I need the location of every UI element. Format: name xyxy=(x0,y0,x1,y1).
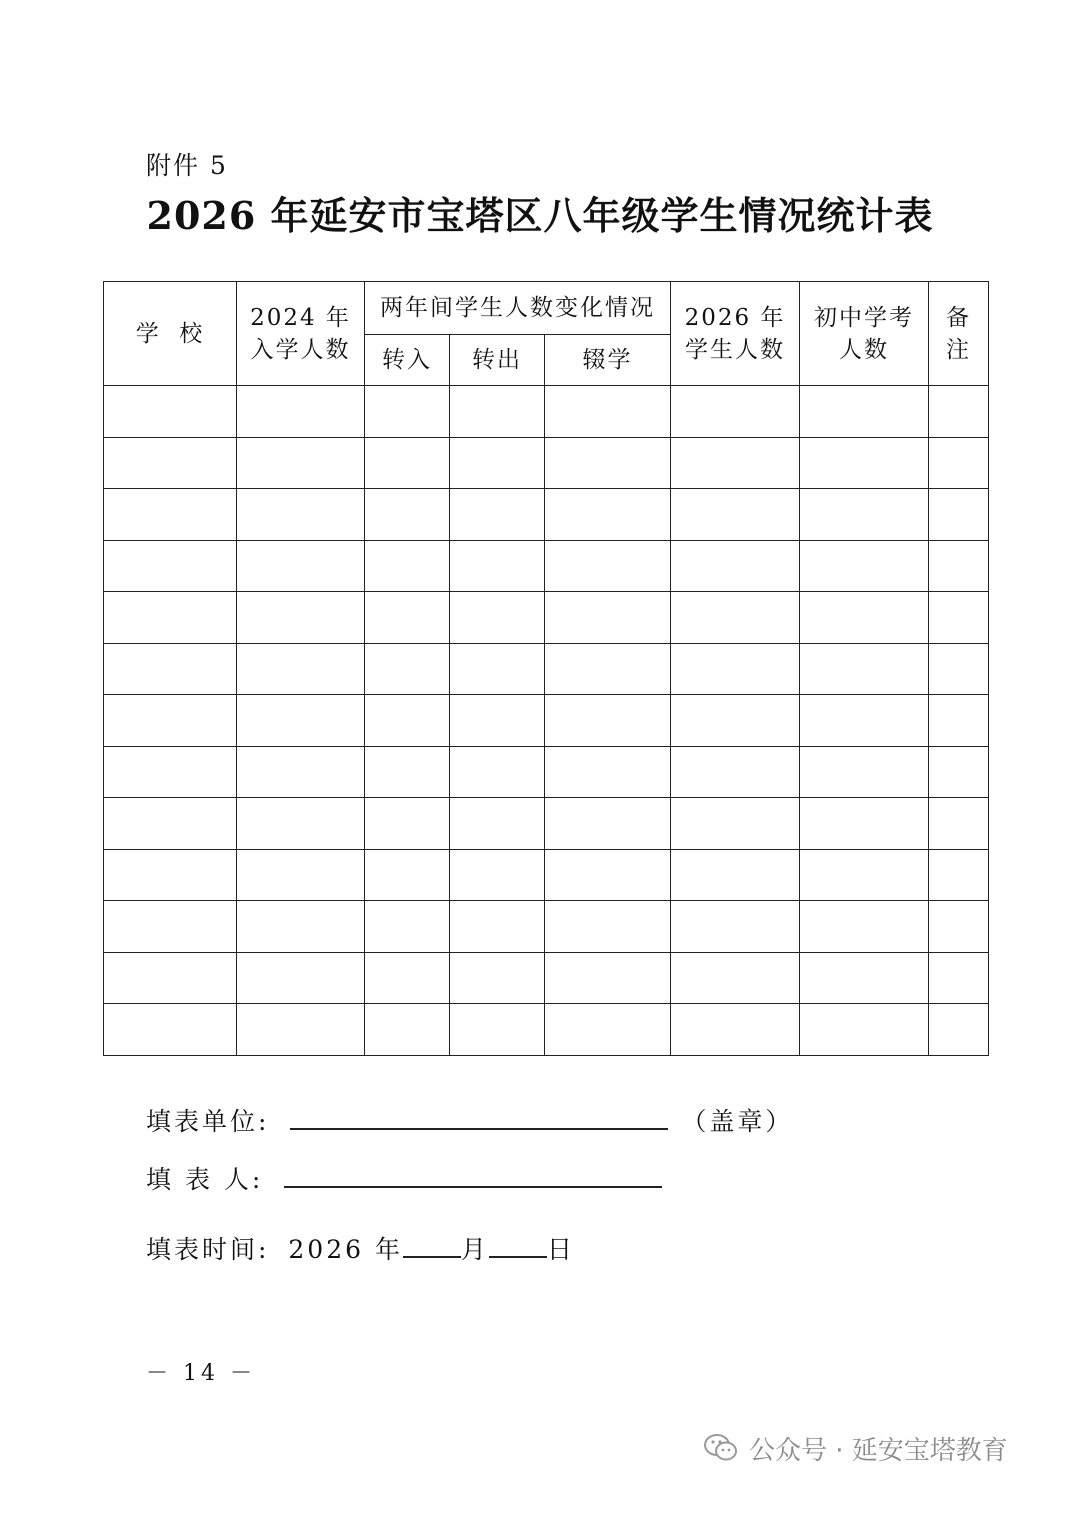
table-cell[interactable] xyxy=(104,952,237,1004)
table-cell[interactable] xyxy=(545,643,671,695)
year-text: 2026 年 xyxy=(288,1235,403,1264)
table-cell[interactable] xyxy=(104,695,237,747)
table-cell[interactable] xyxy=(929,849,989,901)
table-cell[interactable] xyxy=(365,437,450,489)
footer-person-line xyxy=(146,1160,662,1196)
table-cell[interactable] xyxy=(104,592,237,644)
table-cell[interactable] xyxy=(450,437,545,489)
table-cell[interactable] xyxy=(800,540,929,592)
table-cell[interactable] xyxy=(450,849,545,901)
table-cell[interactable] xyxy=(450,1004,545,1056)
table-cell[interactable] xyxy=(545,386,671,438)
table-cell[interactable] xyxy=(237,952,365,1004)
table-cell[interactable] xyxy=(929,643,989,695)
table-cell[interactable] xyxy=(800,952,929,1004)
table-row xyxy=(104,437,989,489)
table-cell[interactable] xyxy=(237,901,365,953)
table-cell[interactable] xyxy=(929,386,989,438)
table-cell[interactable] xyxy=(104,798,237,850)
header-change-group xyxy=(365,282,671,335)
table-cell[interactable] xyxy=(450,386,545,438)
table-row xyxy=(104,849,989,901)
header-enroll-2024-line2: 入学人数 xyxy=(250,336,351,363)
unit-blank[interactable] xyxy=(290,1128,668,1130)
table-cell[interactable] xyxy=(800,386,929,438)
table-cell[interactable] xyxy=(450,489,545,541)
table-row xyxy=(104,386,989,438)
header-exam-line1: 初中学考 xyxy=(814,304,914,331)
table-cell[interactable] xyxy=(929,1004,989,1056)
table-cell[interactable] xyxy=(671,798,800,850)
table-cell[interactable] xyxy=(450,540,545,592)
table-row xyxy=(104,952,989,1004)
header-change-group-label: 两年间学生人数变化情况 xyxy=(380,295,655,321)
table-cell[interactable] xyxy=(237,695,365,747)
footer-unit-line xyxy=(146,1102,793,1138)
table-cell[interactable] xyxy=(545,849,671,901)
table-row xyxy=(104,592,989,644)
table-cell[interactable] xyxy=(671,386,800,438)
page-title: 2026 年延安市宝塔区八年级学生情况统计表 xyxy=(146,193,934,238)
table-cell[interactable] xyxy=(800,849,929,901)
table-cell[interactable] xyxy=(365,952,450,1004)
header-enroll-2024-line1: 2024 年 xyxy=(250,304,351,331)
table-cell[interactable] xyxy=(545,437,671,489)
table-row xyxy=(104,746,989,798)
table-cell[interactable] xyxy=(237,540,365,592)
table-cell[interactable] xyxy=(237,798,365,850)
table-cell[interactable] xyxy=(104,386,237,438)
table-cell[interactable] xyxy=(929,437,989,489)
table-cell[interactable] xyxy=(450,952,545,1004)
table-cell[interactable] xyxy=(365,540,450,592)
table-cell[interactable] xyxy=(450,643,545,695)
table-cell[interactable] xyxy=(671,746,800,798)
table-cell[interactable] xyxy=(237,849,365,901)
header-remark-line1: 备 xyxy=(946,304,971,331)
table-cell[interactable] xyxy=(237,1004,365,1056)
person-blank[interactable] xyxy=(284,1186,662,1188)
table-cell[interactable] xyxy=(104,901,237,953)
table-cell[interactable] xyxy=(450,695,545,747)
table-cell[interactable] xyxy=(800,437,929,489)
table-cell[interactable] xyxy=(671,540,800,592)
header-students-2026 xyxy=(671,282,800,386)
table-row xyxy=(104,643,989,695)
header-school xyxy=(104,282,237,386)
table-cell[interactable] xyxy=(671,592,800,644)
table-cell[interactable] xyxy=(671,901,800,953)
table-cell[interactable] xyxy=(365,849,450,901)
table-cell[interactable] xyxy=(365,1004,450,1056)
table-cell[interactable] xyxy=(545,489,671,541)
table-cell[interactable] xyxy=(365,386,450,438)
table-cell[interactable] xyxy=(365,798,450,850)
table-cell[interactable] xyxy=(365,489,450,541)
statistics-table xyxy=(103,281,989,1056)
table-cell[interactable] xyxy=(365,643,450,695)
table-cell[interactable] xyxy=(450,901,545,953)
header-enroll-2024 xyxy=(237,282,365,386)
month-blank[interactable] xyxy=(403,1256,461,1258)
footer-time-line xyxy=(146,1230,575,1266)
month-text: 月 xyxy=(460,1235,489,1264)
header-students-2026-line1: 2026 年 xyxy=(684,304,786,331)
table-cell[interactable] xyxy=(104,849,237,901)
table-cell[interactable] xyxy=(800,901,929,953)
table-cell[interactable] xyxy=(671,1004,800,1056)
table-cell[interactable] xyxy=(671,952,800,1004)
attachment-label: 附件 5 xyxy=(146,151,228,180)
table-cell[interactable] xyxy=(545,901,671,953)
table-cell[interactable] xyxy=(671,489,800,541)
table-cell[interactable] xyxy=(800,798,929,850)
seal-note: （盖章） xyxy=(681,1107,794,1136)
table-cell[interactable] xyxy=(450,746,545,798)
table-row xyxy=(104,540,989,592)
table-cell[interactable] xyxy=(671,437,800,489)
header-transfer-in: 转入 xyxy=(365,335,450,386)
table-cell[interactable] xyxy=(800,746,929,798)
table-cell[interactable] xyxy=(365,695,450,747)
header-school-label: 学 校 xyxy=(135,320,205,347)
table-cell[interactable] xyxy=(929,540,989,592)
table-cell[interactable] xyxy=(929,592,989,644)
watermark-text: 公众号 · 延安宝塔教育 xyxy=(749,1435,1008,1466)
table-cell[interactable] xyxy=(365,901,450,953)
table-cell[interactable] xyxy=(237,592,365,644)
table-body xyxy=(104,386,989,1056)
table-cell[interactable] xyxy=(800,695,929,747)
table-cell[interactable] xyxy=(545,1004,671,1056)
person-label: 填 表 人: xyxy=(146,1165,264,1194)
table-cell[interactable] xyxy=(671,695,800,747)
table-cell[interactable] xyxy=(929,952,989,1004)
header-dropout: 辍学 xyxy=(545,335,671,386)
table-row xyxy=(104,695,989,747)
table-cell[interactable] xyxy=(929,489,989,541)
table-cell[interactable] xyxy=(104,489,237,541)
table-cell[interactable] xyxy=(450,798,545,850)
day-blank[interactable] xyxy=(489,1256,547,1258)
table-cell[interactable] xyxy=(545,746,671,798)
table-cell[interactable] xyxy=(929,798,989,850)
table-cell[interactable] xyxy=(545,540,671,592)
table-cell[interactable] xyxy=(104,1004,237,1056)
table-cell[interactable] xyxy=(800,592,929,644)
table-cell[interactable] xyxy=(365,592,450,644)
table-cell[interactable] xyxy=(237,643,365,695)
header-exam-line2: 人数 xyxy=(839,336,889,363)
table-cell[interactable] xyxy=(929,746,989,798)
table-row xyxy=(104,901,989,953)
table-cell[interactable] xyxy=(237,437,365,489)
header-students-2026-line2: 学生人数 xyxy=(685,336,785,363)
header-remark-line2: 注 xyxy=(946,336,971,363)
day-text: 日 xyxy=(546,1235,575,1264)
table-cell[interactable] xyxy=(104,540,237,592)
table-row xyxy=(104,1004,989,1056)
wechat-icon xyxy=(703,1433,739,1463)
header-remark xyxy=(929,282,989,386)
table-cell[interactable] xyxy=(800,643,929,695)
time-label: 填表时间: xyxy=(146,1235,270,1264)
unit-label: 填表单位: xyxy=(146,1107,270,1136)
table-cell[interactable] xyxy=(104,746,237,798)
table-cell[interactable] xyxy=(237,489,365,541)
table-cell[interactable] xyxy=(800,489,929,541)
watermark xyxy=(703,1430,1008,1466)
table-cell[interactable] xyxy=(545,695,671,747)
table-cell[interactable] xyxy=(671,643,800,695)
header-exam-count xyxy=(800,282,929,386)
table-cell[interactable] xyxy=(929,695,989,747)
table-cell[interactable] xyxy=(545,952,671,1004)
table-row xyxy=(104,798,989,850)
table-cell[interactable] xyxy=(104,437,237,489)
table-cell[interactable] xyxy=(237,746,365,798)
table-cell[interactable] xyxy=(545,592,671,644)
table-cell[interactable] xyxy=(104,643,237,695)
table-cell[interactable] xyxy=(671,849,800,901)
page-number: － 14 － xyxy=(146,1361,256,1386)
header-transfer-out: 转出 xyxy=(450,335,545,386)
table-cell[interactable] xyxy=(365,746,450,798)
table-cell[interactable] xyxy=(237,386,365,438)
table-cell[interactable] xyxy=(545,798,671,850)
table-cell[interactable] xyxy=(450,592,545,644)
table-cell[interactable] xyxy=(800,1004,929,1056)
table-row xyxy=(104,489,989,541)
table-cell[interactable] xyxy=(929,901,989,953)
